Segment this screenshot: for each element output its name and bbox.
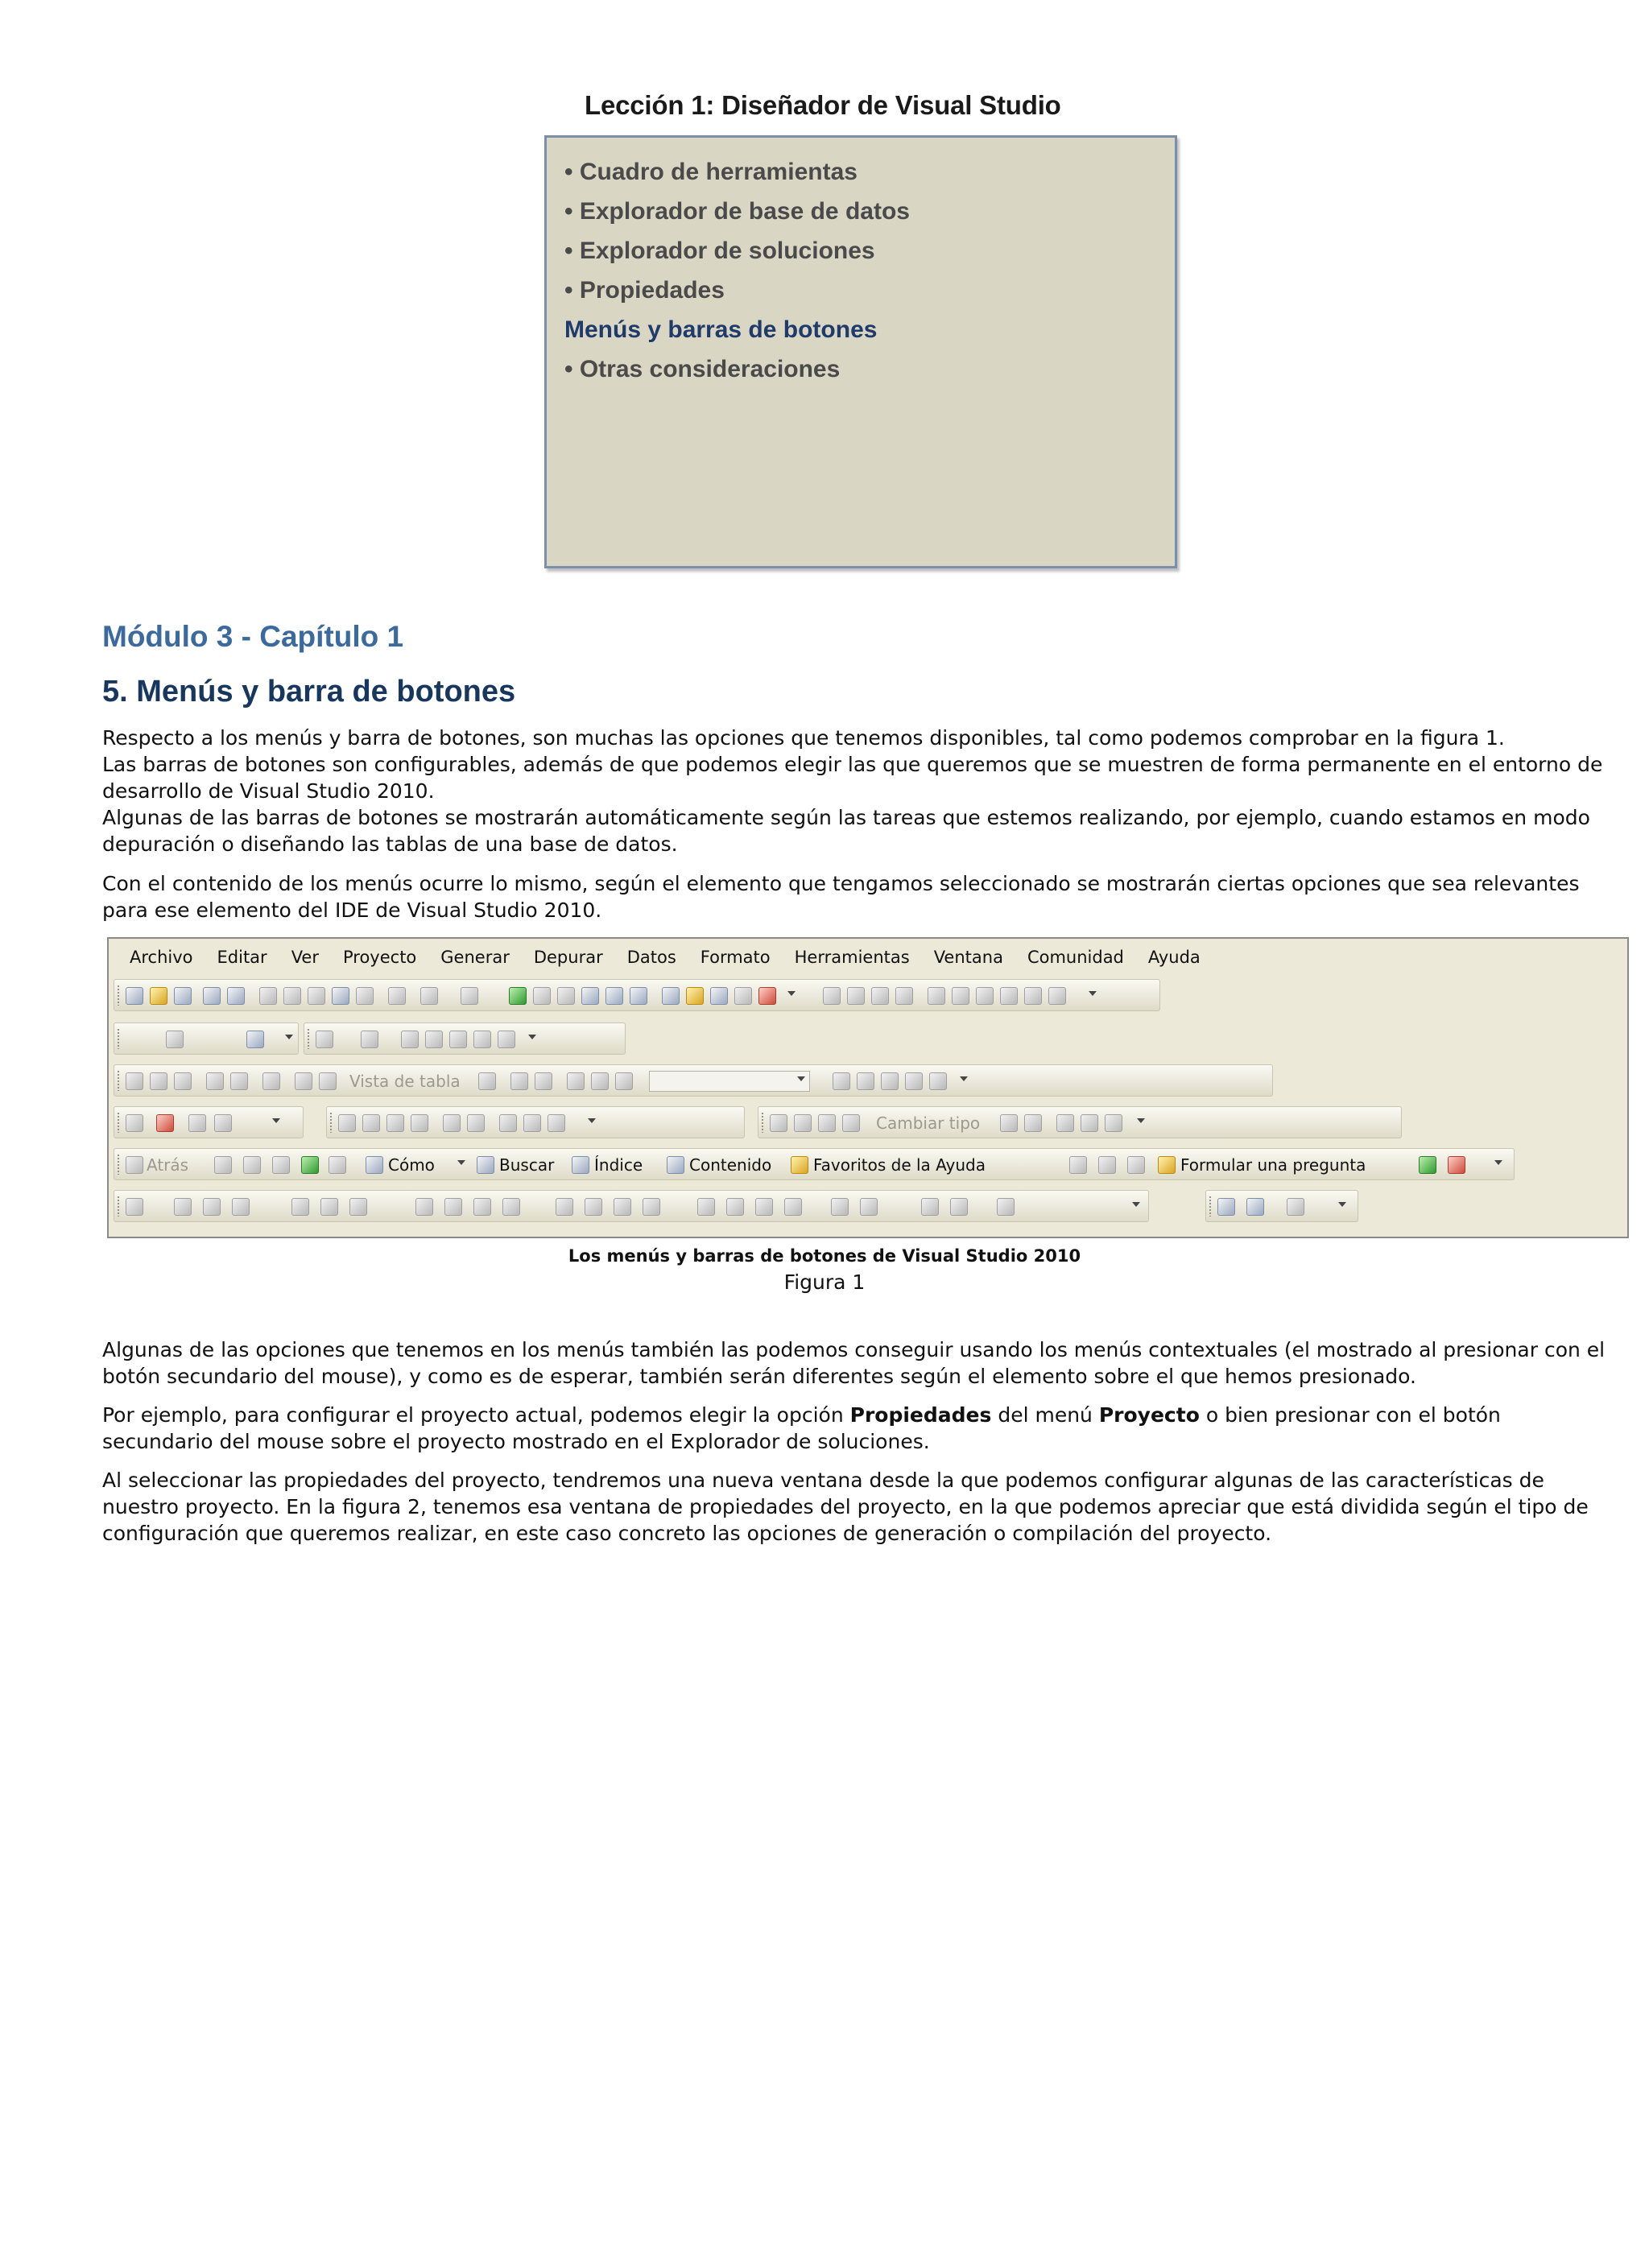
menu-generar[interactable]: Generar xyxy=(440,948,510,967)
extension-manager-icon[interactable] xyxy=(758,987,776,1005)
toolbar-overflow-icon[interactable] xyxy=(588,1118,596,1123)
relationship-icon[interactable] xyxy=(833,1072,850,1090)
context-menu-text: Algunas de las opciones que tenemos en los menús también las podemos conseguir usando los menús contextuales (el mostrado al presionar con el botón secundario del mouse), y como es de esperar, también serán diferentes según el elemento sobre el que hemos presionado. xyxy=(102,1338,1606,1388)
bring-to-front-icon[interactable] xyxy=(921,1198,939,1216)
new-project-icon[interactable] xyxy=(126,987,143,1005)
layout-icon-2[interactable] xyxy=(847,987,865,1005)
favorites-icon[interactable] xyxy=(791,1156,808,1174)
toolbar-overflow-icon[interactable] xyxy=(1089,991,1097,996)
format-icon[interactable] xyxy=(356,987,374,1005)
arrange-icon-1[interactable] xyxy=(591,1072,609,1090)
v-spacing-equal-icon[interactable] xyxy=(697,1198,715,1216)
table-icon[interactable] xyxy=(316,1031,333,1048)
sql-pane-icon[interactable] xyxy=(818,1114,836,1132)
properties-paragraph xyxy=(102,1402,1616,1455)
toolbar-row-6 xyxy=(114,1187,1622,1225)
table-designer-toolbar xyxy=(114,1064,1273,1097)
send-feedback-icon[interactable] xyxy=(1448,1156,1465,1174)
align-to-grid-icon[interactable] xyxy=(126,1198,143,1216)
start-debug-icon[interactable] xyxy=(509,987,527,1005)
redo-icon[interactable] xyxy=(461,987,478,1005)
save-all-icon[interactable] xyxy=(227,987,245,1005)
intro-line-2: Las barras de botones son configurables, además de que podemos elegir las que queremos que se muestren de forma permanente en el entorno de desarrollo de Visual Studio 2010. xyxy=(102,753,1603,803)
toolbar-grip-icon[interactable] xyxy=(117,1028,120,1049)
menu-ver[interactable]: Ver xyxy=(291,948,319,967)
step-over-icon[interactable] xyxy=(605,987,623,1005)
menu-ayuda[interactable]: Ayuda xyxy=(1147,948,1201,967)
check-question-icon[interactable] xyxy=(1419,1156,1436,1174)
open-file-icon[interactable] xyxy=(150,987,167,1005)
align-centers-icon[interactable] xyxy=(203,1198,221,1216)
shape-icon-1[interactable] xyxy=(928,987,945,1005)
same-size-icon[interactable] xyxy=(473,1198,491,1216)
constraint-icon[interactable] xyxy=(498,1031,515,1048)
section-heading: 5. Menús y barra de botones xyxy=(102,675,516,708)
sql-pane-icon[interactable] xyxy=(386,1114,404,1132)
add-derived-table-icon[interactable] xyxy=(1105,1114,1122,1132)
toolbar-overflow-icon[interactable] xyxy=(272,1118,280,1123)
add-favorites-icon[interactable] xyxy=(1127,1156,1145,1174)
menu-datos[interactable]: Datos xyxy=(626,948,676,967)
copy-icon[interactable] xyxy=(283,987,301,1005)
diagram-icon-2[interactable] xyxy=(150,1072,167,1090)
properties-text xyxy=(102,1402,1616,1455)
toolbar-grip-icon[interactable] xyxy=(329,1112,333,1133)
toolbar-overflow-icon[interactable] xyxy=(528,1035,536,1039)
lesson-outline-box xyxy=(544,135,1177,568)
menu-archivo[interactable]: Archivo xyxy=(130,948,193,967)
callout-icon-2[interactable] xyxy=(976,987,994,1005)
search-button[interactable]: Buscar xyxy=(499,1155,555,1175)
data-design-toolbar xyxy=(304,1022,626,1055)
toolbar-row-2 xyxy=(114,1019,1622,1058)
comment-icon[interactable] xyxy=(388,987,406,1005)
index-button[interactable]: Índice xyxy=(594,1155,643,1175)
toolbox-icon[interactable] xyxy=(734,987,752,1005)
search-icon[interactable] xyxy=(477,1156,494,1174)
tab-order-icon[interactable] xyxy=(997,1198,1015,1216)
sync-contents-icon[interactable] xyxy=(1069,1156,1087,1174)
key-icon[interactable] xyxy=(361,1031,378,1048)
toolbar-row-1 xyxy=(114,976,1622,1014)
toolbar-grip-icon[interactable] xyxy=(307,1028,310,1049)
module-heading: Módulo 3 - Capítulo 1 xyxy=(102,620,404,653)
criteria-pane-icon[interactable] xyxy=(794,1114,812,1132)
chevron-down-icon[interactable] xyxy=(457,1160,465,1165)
cut-icon[interactable] xyxy=(259,987,277,1005)
callout-icon-1[interactable] xyxy=(952,987,969,1005)
lesson-item-properties: • Propiedades xyxy=(564,277,725,304)
send-to-back-icon[interactable] xyxy=(950,1198,968,1216)
project-menu-term: Proyecto xyxy=(1098,1403,1200,1427)
grid-icon-1[interactable] xyxy=(1217,1198,1235,1216)
h-spacing-decrease-icon[interactable] xyxy=(614,1198,631,1216)
lesson-outline-list xyxy=(547,138,1175,389)
text-label-icon[interactable] xyxy=(319,1072,337,1090)
group-by-icon[interactable] xyxy=(1056,1114,1074,1132)
center-horizontally-icon[interactable] xyxy=(831,1198,849,1216)
ask-question-icon[interactable] xyxy=(1158,1156,1176,1174)
criteria-pane-icon[interactable] xyxy=(362,1114,380,1132)
project-properties-paragraph xyxy=(102,1467,1616,1547)
lesson-item-database-explorer: • Explorador de base de datos xyxy=(564,198,910,225)
verify-sql-icon[interactable] xyxy=(1024,1114,1042,1132)
lesson-item-solution-explorer: • Explorador de soluciones xyxy=(564,238,875,264)
standard-toolbar xyxy=(114,979,1160,1011)
properties-text-c: del menú xyxy=(991,1403,1099,1427)
properties-term: Propiedades xyxy=(849,1403,992,1427)
properties-window-icon[interactable] xyxy=(710,987,728,1005)
add-table-icon[interactable] xyxy=(523,1114,541,1132)
add-item-icon[interactable] xyxy=(174,987,192,1005)
intro-line-1: Respecto a los menús y barra de botones, son muchas las opciones que tenemos disponibles, tal como podemos comprobar en la figura 1. xyxy=(102,726,1505,750)
index-icon[interactable] xyxy=(572,1156,589,1174)
undo-icon[interactable] xyxy=(420,987,438,1005)
ide-toolbars-screenshot xyxy=(107,937,1629,1238)
page-break-icon[interactable] xyxy=(567,1072,585,1090)
xml-icon[interactable] xyxy=(905,1072,923,1090)
arrange-icon-2[interactable] xyxy=(615,1072,633,1090)
intro-paragraph xyxy=(102,725,1616,857)
query-type-toolbar xyxy=(758,1106,1402,1138)
index-icon[interactable] xyxy=(425,1031,443,1048)
execute-icon[interactable] xyxy=(443,1114,461,1132)
properties-text-a: Por ejemplo, para configurar el proyecto actual, podemos elegir la opción xyxy=(102,1403,850,1427)
pointer-icon[interactable] xyxy=(871,987,889,1005)
group-by-icon[interactable] xyxy=(499,1114,517,1132)
toolbar-overflow-icon[interactable] xyxy=(1338,1202,1346,1207)
align-rights-icon[interactable] xyxy=(232,1198,250,1216)
pause-icon[interactable] xyxy=(533,987,551,1005)
home-icon[interactable] xyxy=(301,1156,319,1174)
diagram-pane-icon[interactable] xyxy=(338,1114,356,1132)
toolbar-overflow-icon[interactable] xyxy=(960,1076,968,1081)
add-table-icon[interactable] xyxy=(1081,1114,1098,1132)
lesson-title: Lección 1: Diseñador de Visual Studio xyxy=(585,90,1061,120)
menu-ventana[interactable]: Ventana xyxy=(933,948,1003,967)
align-icon-1[interactable] xyxy=(510,1072,528,1090)
toolbar-grip-icon[interactable] xyxy=(1209,1196,1212,1217)
diagram-pane-icon[interactable] xyxy=(770,1114,787,1132)
align-icon-2[interactable] xyxy=(535,1072,552,1090)
navigate-toolbar xyxy=(114,1106,304,1138)
add-table-icon[interactable] xyxy=(262,1072,280,1090)
xml-icon[interactable] xyxy=(473,1031,491,1048)
h-spacing-remove-icon[interactable] xyxy=(643,1198,660,1216)
diagram-icon-3[interactable] xyxy=(174,1072,192,1090)
align-lefts-icon[interactable] xyxy=(174,1198,192,1216)
step-out-icon[interactable] xyxy=(630,987,647,1005)
execute-icon[interactable] xyxy=(1000,1114,1018,1132)
toolbar-grip-icon[interactable] xyxy=(117,1070,120,1091)
how-do-i-icon[interactable] xyxy=(366,1156,383,1174)
lesson-item-toolbox: • Cuadro de herramientas xyxy=(564,159,858,185)
back-button[interactable]: Atrás xyxy=(147,1155,189,1175)
back-icon[interactable] xyxy=(126,1156,143,1174)
contents-button[interactable]: Contenido xyxy=(689,1155,772,1175)
remove-icon[interactable] xyxy=(230,1072,248,1090)
context-menu-paragraph xyxy=(102,1336,1616,1390)
text-style-icon[interactable] xyxy=(895,987,913,1005)
report-icon[interactable] xyxy=(214,1114,232,1132)
how-do-i-button[interactable]: Cómo xyxy=(388,1155,435,1175)
find-in-files-icon[interactable] xyxy=(662,987,680,1005)
toolbar-overflow-icon[interactable] xyxy=(1137,1118,1145,1123)
menu-formato[interactable]: Formato xyxy=(700,948,771,967)
diagram-icon-1[interactable] xyxy=(126,1072,143,1090)
lesson-item-menus-current: Menús y barras de botones xyxy=(564,316,878,343)
same-width-icon[interactable] xyxy=(415,1198,433,1216)
lock-controls-icon[interactable] xyxy=(1287,1198,1304,1216)
favorites-button[interactable]: Favoritos de la Ayuda xyxy=(813,1155,986,1175)
relationship-icon[interactable] xyxy=(401,1031,419,1048)
key-icon[interactable] xyxy=(295,1072,312,1090)
toolbar-grip-icon[interactable] xyxy=(117,985,120,1006)
refresh-icon[interactable] xyxy=(272,1156,290,1174)
toolbar-overflow-icon[interactable] xyxy=(285,1035,293,1039)
center-vertically-icon[interactable] xyxy=(860,1198,878,1216)
layout-icon-1[interactable] xyxy=(823,987,841,1005)
step-into-icon[interactable] xyxy=(581,987,599,1005)
delete-table-icon[interactable] xyxy=(206,1072,224,1090)
contents-icon[interactable] xyxy=(667,1156,684,1174)
grid-icon-2[interactable] xyxy=(1246,1198,1264,1216)
figure-label: Figura 1 xyxy=(783,1270,866,1294)
help-search-icon[interactable] xyxy=(1098,1156,1116,1174)
help-toolbar xyxy=(114,1148,1515,1180)
intro-line-3: Algunas de las barras de botones se mostrarán automáticamente según las tareas que estemos realizando, por ejemplo, cuando estamos en modo depuración o diseñando las tablas de una base de datos. xyxy=(102,806,1590,856)
figure-caption: Los menús y barras de botones de Visual Studio 2010 xyxy=(568,1246,1081,1266)
fulltext-icon[interactable] xyxy=(449,1031,467,1048)
menu-comunidad[interactable]: Comunidad xyxy=(1027,948,1124,967)
solution-explorer-icon[interactable] xyxy=(686,987,704,1005)
menus-text: Con el contenido de los menús ocurre lo mismo, según el elemento que tengamos seleccionado se mostrarán ciertas opciones que sea relevantes para ese elemento del IDE de Visual Studio 2010. xyxy=(102,872,1580,922)
save-icon[interactable] xyxy=(203,987,221,1005)
toolbar-overflow-icon[interactable] xyxy=(1494,1160,1502,1165)
forward-icon[interactable] xyxy=(214,1156,232,1174)
paste-icon[interactable] xyxy=(308,987,325,1005)
v-spacing-decrease-icon[interactable] xyxy=(755,1198,773,1216)
menu-herramientas[interactable]: Herramientas xyxy=(794,948,910,967)
align-bottoms-icon[interactable] xyxy=(349,1198,367,1216)
change-type-combo[interactable]: Cambiar tipo xyxy=(876,1113,981,1133)
toolbar-grip-icon[interactable] xyxy=(117,1196,120,1217)
align-tops-icon[interactable] xyxy=(291,1198,309,1216)
callout-icon-5[interactable] xyxy=(1048,987,1066,1005)
callout-icon-3[interactable] xyxy=(1000,987,1018,1005)
layout-toolbar xyxy=(114,1190,1149,1222)
lesson-item-other: • Otras consideraciones xyxy=(564,356,841,382)
lock-controls-toolbar xyxy=(1205,1190,1358,1222)
menu-proyecto[interactable]: Proyecto xyxy=(342,948,417,967)
toolbar-overflow-icon[interactable] xyxy=(787,991,796,996)
chevron-down-icon[interactable] xyxy=(797,1076,805,1081)
callout-icon-4[interactable] xyxy=(1024,987,1042,1005)
toolbar-grip-icon[interactable] xyxy=(761,1112,764,1133)
same-height-icon[interactable] xyxy=(444,1198,462,1216)
zoom-combo[interactable] xyxy=(649,1071,810,1092)
h-spacing-increase-icon[interactable] xyxy=(585,1198,602,1216)
properties-text-e: o bien presionar con el botón secundario del mouse sobre el proyecto mostrado en el Explorador de soluciones. xyxy=(102,1403,1501,1453)
font-size-icon[interactable] xyxy=(329,1156,346,1174)
index-icon[interactable] xyxy=(857,1072,874,1090)
query-designer-toolbar xyxy=(326,1106,745,1138)
toolbar-row-4 xyxy=(114,1103,1622,1142)
arrow-right-icon[interactable] xyxy=(126,1114,143,1132)
ide-menubar xyxy=(109,939,1627,976)
form-icon[interactable] xyxy=(156,1114,174,1132)
autosize-icon[interactable] xyxy=(478,1072,496,1090)
h-spacing-equal-icon[interactable] xyxy=(556,1198,573,1216)
toolbar-row-3 xyxy=(114,1061,1622,1100)
v-spacing-remove-icon[interactable] xyxy=(784,1198,802,1216)
toolbar-grip-icon[interactable] xyxy=(117,1112,120,1133)
size-to-grid-icon[interactable] xyxy=(502,1198,520,1216)
v-spacing-increase-icon[interactable] xyxy=(726,1198,744,1216)
menu-editar[interactable]: Editar xyxy=(217,948,267,967)
toolbar-grip-icon[interactable] xyxy=(117,1154,120,1175)
toolbar-row-5 xyxy=(114,1145,1622,1184)
find-icon[interactable] xyxy=(332,987,349,1005)
add-derived-table-icon[interactable] xyxy=(548,1114,565,1132)
results-pane-icon[interactable] xyxy=(411,1114,428,1132)
view-table-combo[interactable]: Vista de tabla xyxy=(349,1072,461,1091)
toolbar-overflow-icon[interactable] xyxy=(1132,1202,1140,1207)
constraint-icon[interactable] xyxy=(929,1072,947,1090)
stop-icon[interactable] xyxy=(557,987,575,1005)
project-properties-text: Al seleccionar las propiedades del proyecto, tendremos una nueva ventana desde la que podemos configurar algunas de las características de nuestro proyecto. En la figura 2, tenemos esa ventana de propiedades del proyecto, en la que podemos apreciar que está dividida según el tipo de configuración que queremos realizar, en este caso concreto las opciones de generación o compilación del proyecto. xyxy=(102,1469,1589,1545)
ask-question-button[interactable]: Formular una pregunta xyxy=(1180,1155,1366,1175)
results-pane-icon[interactable] xyxy=(842,1114,860,1132)
list-icon[interactable] xyxy=(188,1114,206,1132)
fulltext-icon[interactable] xyxy=(881,1072,899,1090)
verify-sql-icon[interactable] xyxy=(467,1114,485,1132)
align-middles-icon[interactable] xyxy=(320,1198,338,1216)
report-icon[interactable] xyxy=(166,1031,184,1048)
menu-depurar[interactable]: Depurar xyxy=(533,948,603,967)
stop-icon[interactable] xyxy=(243,1156,261,1174)
menus-paragraph xyxy=(102,870,1616,923)
zoom-icon[interactable] xyxy=(246,1031,264,1048)
report-toolbar xyxy=(114,1022,299,1055)
